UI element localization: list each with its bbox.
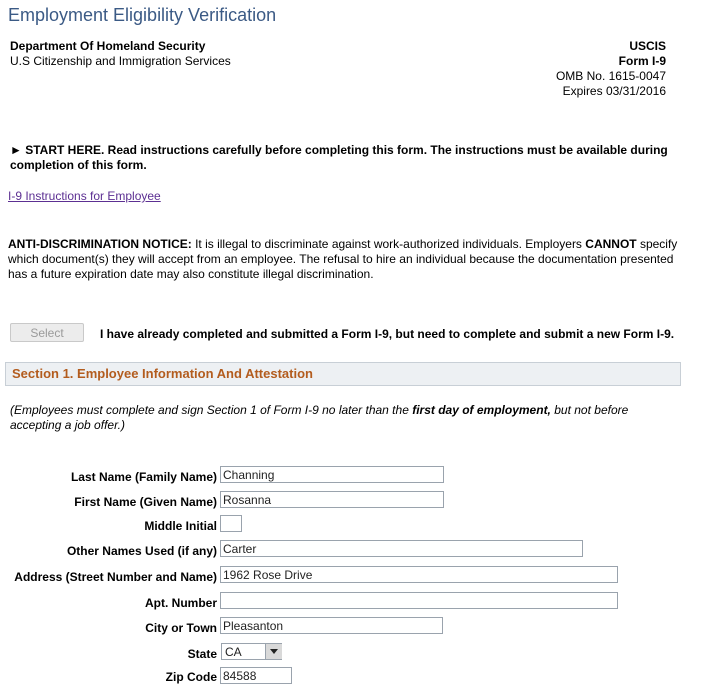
instructions-part-1: (Employees must complete and sign Section 1 of Form I-9 no later than the	[10, 403, 413, 417]
city-input[interactable]	[220, 617, 443, 634]
address-label: Address (Street Number and Name)	[14, 570, 217, 584]
notice-cannot: CANNOT	[585, 237, 637, 251]
first-name-label: First Name (Given Name)	[74, 495, 217, 509]
other-names-label: Other Names Used (if any)	[66, 544, 217, 558]
uscis-label: USCIS	[629, 39, 666, 53]
first-name-input[interactable]	[220, 491, 444, 508]
zip-code-input[interactable]	[220, 667, 292, 684]
already-completed-text: I have already completed and submitted a Form I-9, but need to complete and submit a new Form I-9.	[100, 327, 675, 341]
department-name: Department Of Homeland Security	[10, 39, 206, 53]
state-selected-value: CA	[225, 645, 242, 659]
notice-text-2: specify which document(s) they will accept from an employee. The refusal to hire an individual because the documentation presented has a future expiration date may also constitute illegal discrimination.	[8, 237, 678, 281]
notice-text-1: It is illegal to discriminate against work-authorized individuals. Employers	[191, 237, 586, 251]
zip-code-label: Zip Code	[165, 670, 217, 684]
last-name-input[interactable]	[220, 466, 444, 483]
other-names-input[interactable]	[220, 540, 583, 557]
start-here-text: ► START HERE. Read instructions carefully before completing this form. The instructions must be available during completion of this form.	[10, 143, 668, 172]
omb-number: OMB No. 1615-0047	[555, 69, 666, 83]
state-label: State	[187, 647, 217, 661]
address-input[interactable]	[220, 566, 618, 583]
apt-number-label: Apt. Number	[145, 596, 217, 610]
city-label: City or Town	[145, 621, 217, 635]
section1-title: Section 1. Employee Information And Attestation	[12, 366, 313, 381]
middle-initial-input[interactable]	[220, 515, 242, 532]
chevron-down-icon[interactable]	[265, 644, 282, 659]
form-label: Form I-9	[618, 54, 666, 68]
page-title: Employment Eligibility Verification	[8, 5, 277, 25]
section1-instructions	[10, 403, 670, 433]
middle-initial-label: Middle Initial	[144, 519, 217, 533]
instructions-link[interactable]: I-9 Instructions for Employee	[8, 189, 161, 203]
notice-label: ANTI-DISCRIMINATION NOTICE:	[8, 237, 192, 251]
instructions-part-2: but not before accepting a job offer.)	[10, 403, 629, 432]
last-name-label: Last Name (Family Name)	[70, 470, 217, 484]
instructions-bold: first day of employment,	[412, 403, 551, 417]
anti-discrimination-notice	[8, 237, 688, 282]
agency-name: U.S Citizenship and Immigration Services	[10, 54, 231, 68]
select-button[interactable]: Select	[10, 323, 84, 342]
apt-number-input[interactable]	[220, 592, 618, 609]
expiration-date: Expires 03/31/2016	[562, 84, 666, 98]
